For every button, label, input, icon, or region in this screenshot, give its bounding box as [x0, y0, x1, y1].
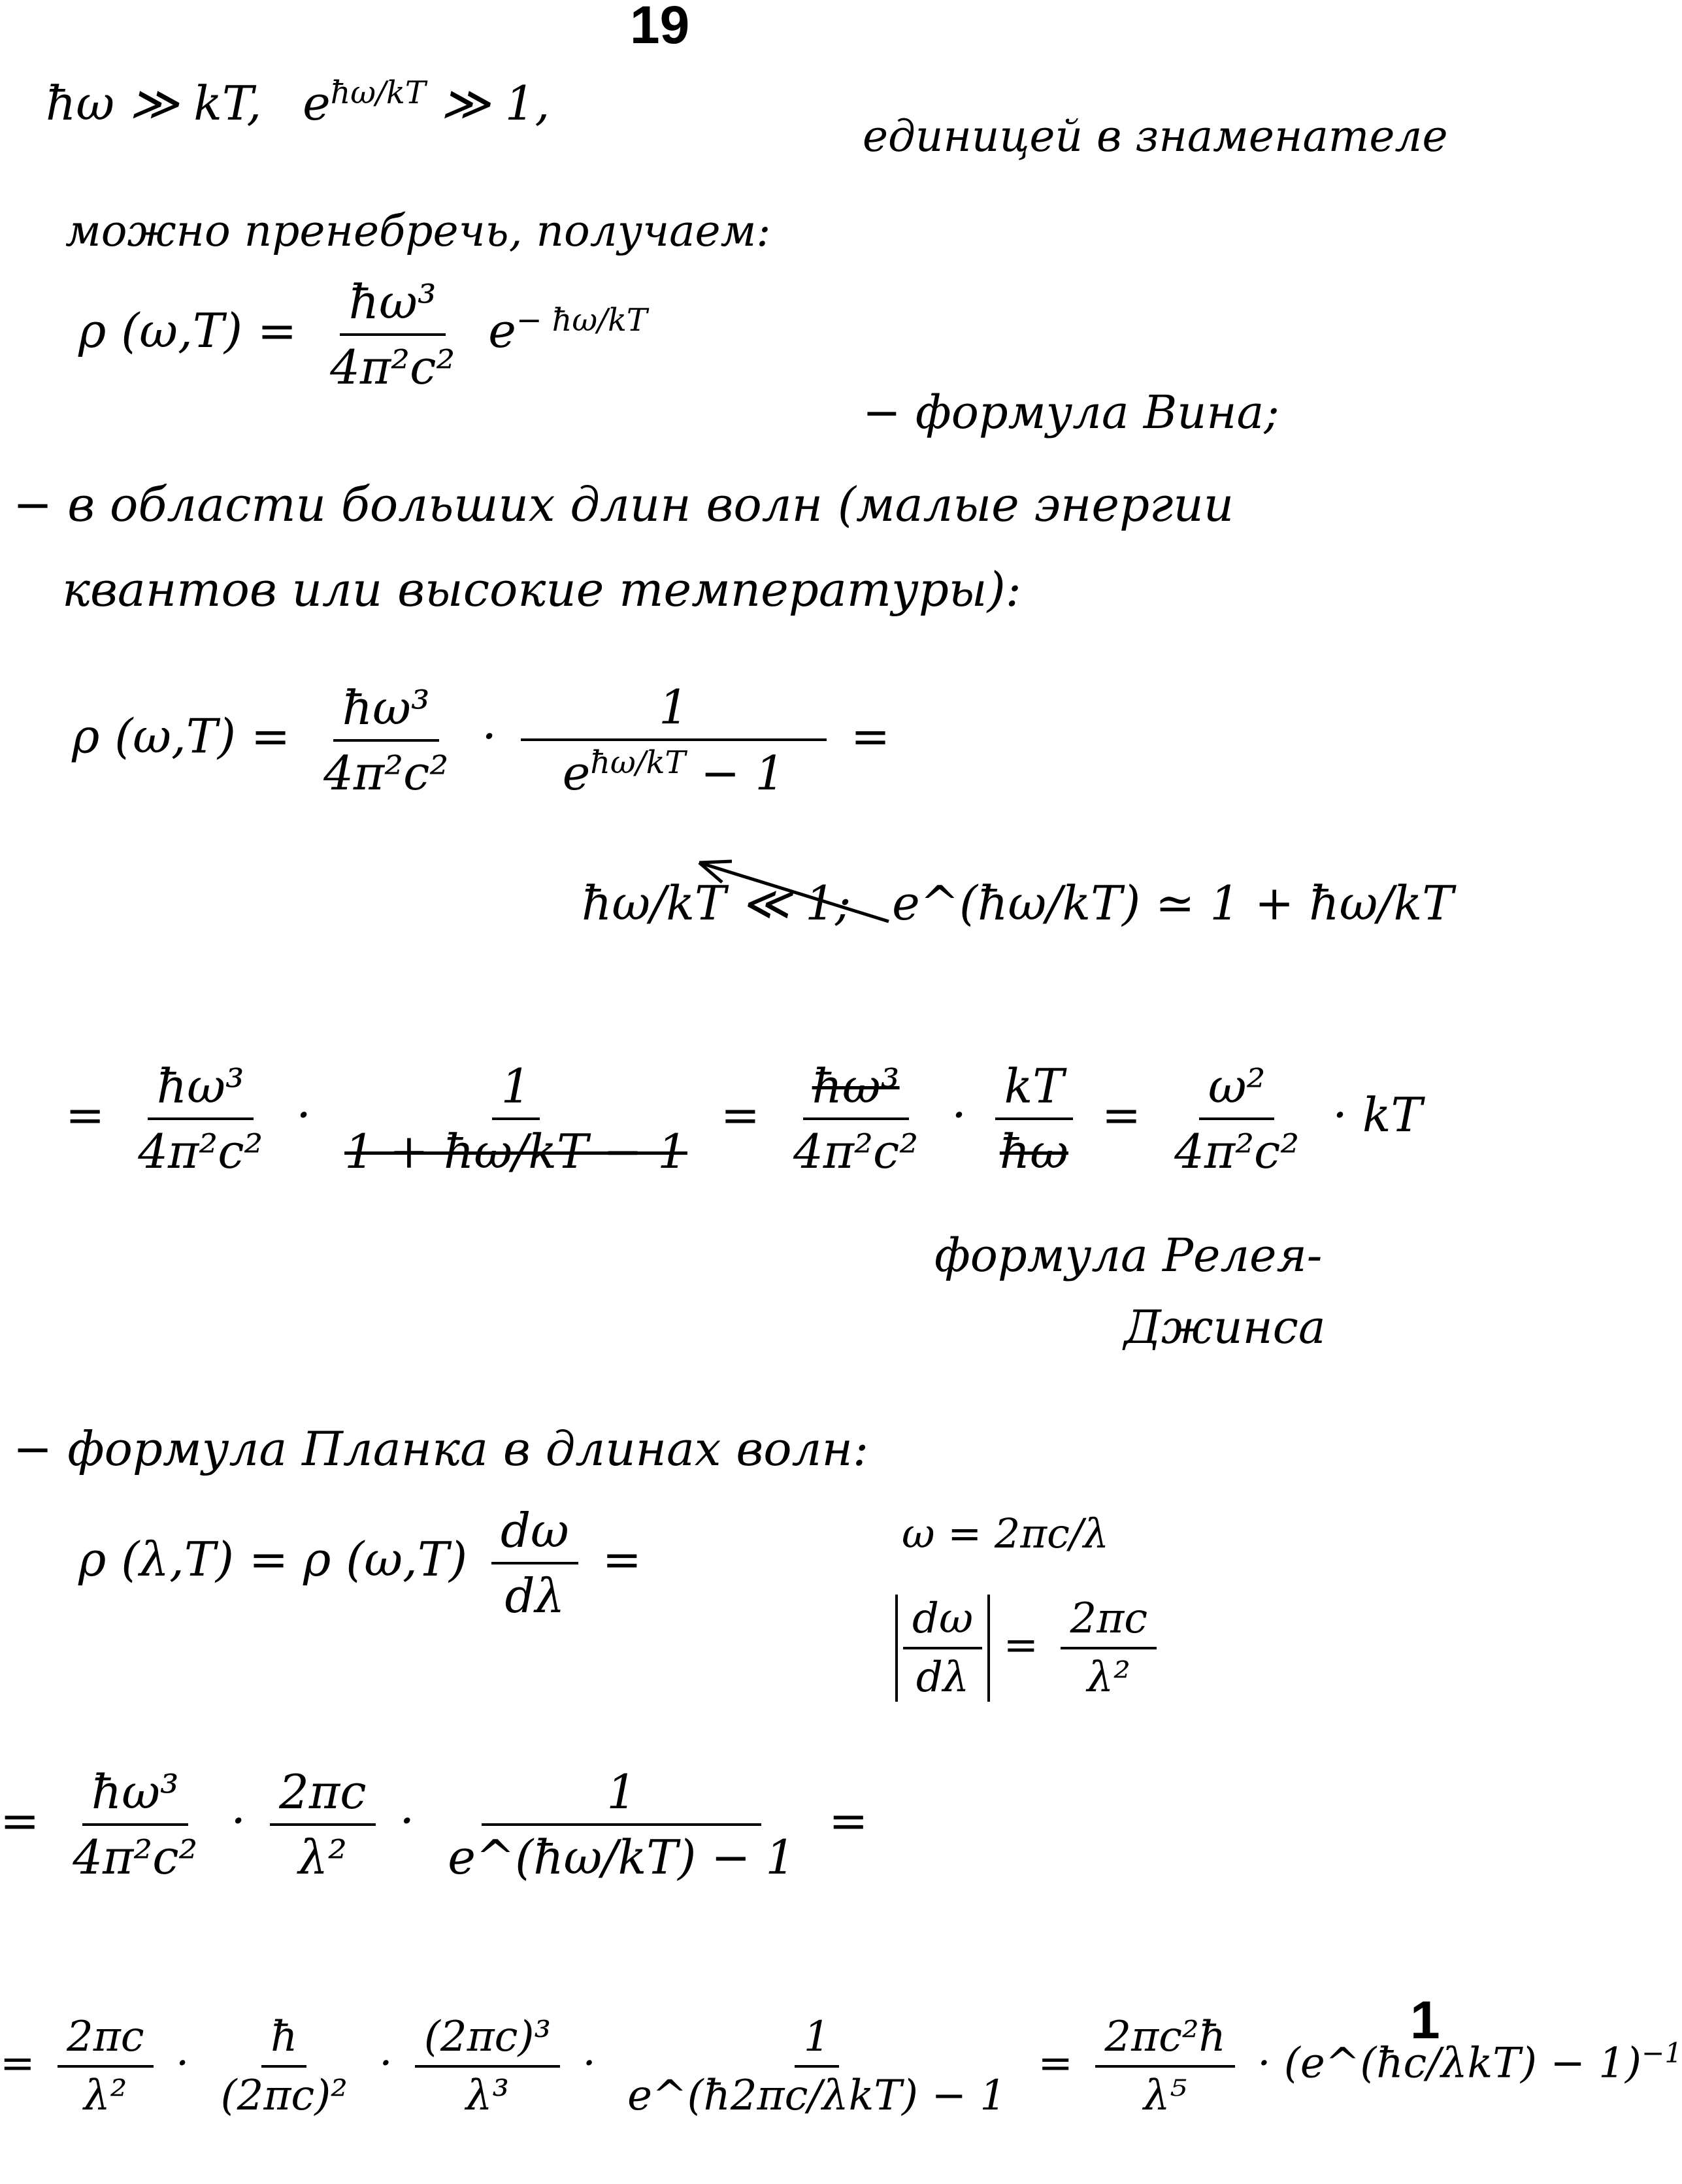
final-f4-den: e^(ħ2πc/λkT) − 1 [627, 2072, 1007, 2120]
final-prefix: = [0, 2039, 35, 2088]
lambda-frac-den: dλ [504, 1568, 565, 1623]
rj1-frac2-den-base: e [562, 746, 591, 801]
rj-step-1: ρ (ω,T) = $\frac{\text{ħω³}}{\text{4π²c²}}$ · $\frac{1}{\text{eħω/kT − 1}}$ = [72, 680, 891, 801]
final-f1-num: 2πc [58, 2013, 154, 2068]
deriv-abs-num: dω [903, 1595, 982, 1649]
rj2-frac2-num: 1 [492, 1059, 540, 1120]
note-text-1: единицей в знаменателе [863, 111, 1448, 161]
rj1-den: 4π²c² [323, 745, 449, 801]
page-number-edge: 1 [1410, 1991, 1440, 2050]
derivative-abs-bars [895, 1595, 990, 1702]
rj1-lhs: ρ (ω,T) = [72, 708, 291, 764]
lambda-step-2: = $\frac{\text{ħω³}}{\text{4π²c²}}$ · $\frac{2\pi c}{\text{λ²}}$ · $\frac{1}{e\^{}(ħ\omega/kT) - 1}$ = [0, 1764, 868, 1885]
final-formula: = $\frac{2\pi c}{\text{λ²}}$ · $\frac{ħ}{\text{(2πc)²}}$ · $\frac{\text{(2πc)³}}{\text{λ³}}$ · $\frac{1}{\text{e\textasciicircum{}(ħ2πc/λkT) − 1}}$ = $\frac{\text{2πc²ħ}}{\text{λ⁵}}$ · (e^(ħc/λkT) − 1)−1 [0, 2013, 1682, 2120]
rj2-frac3-num: ħω³ [803, 1059, 909, 1120]
lambda-formula [78, 1503, 642, 1623]
omega-definition: ω = 2πc/λ [902, 1510, 1110, 1557]
rj2-result-num: ω² [1199, 1059, 1275, 1120]
section-3-line-1: − формула Планка в длинах волн: [13, 1421, 869, 1476]
rj2-den: 4π²c² [138, 1124, 263, 1179]
approx-condition: ħω/kT ≪ 1; [582, 876, 851, 931]
deriv-den: λ² [1087, 1653, 1130, 1702]
l2-f1-num: ħω³ [82, 1764, 188, 1826]
final-tail-exp: −1 [1641, 2037, 1682, 2070]
l2-prefix: = [0, 1793, 40, 1848]
rj2-result-den: 4π²c² [1174, 1124, 1300, 1179]
lambda-lhs: ρ (λ,T) = ρ (ω,T) [78, 1532, 468, 1587]
page-number: 19 [630, 0, 690, 55]
final-fraction-1 [58, 2013, 154, 2120]
rj2-fraction-4 [991, 1059, 1078, 1179]
deriv-eq: = [1003, 1621, 1039, 1670]
final-f2-num: ħ [261, 2013, 306, 2068]
final-f3-den: λ³ [465, 2072, 510, 2120]
rj2-result-tail: · kT [1332, 1087, 1423, 1142]
rj2-fraction-1 [129, 1059, 272, 1179]
rj1-eq: = [850, 708, 891, 764]
rj-label-line-2: Джинса [1124, 1300, 1326, 1354]
final-result-tail: · (e^(ħc/λkT) − 1) [1257, 2039, 1641, 2088]
final-f4-num: 1 [795, 2013, 840, 2068]
deriv-num: 2πc [1061, 1595, 1157, 1649]
wien-den: 4π²c² [330, 340, 455, 395]
section-2-line-1: − в области больших длин волн (малые энергии [13, 477, 1234, 532]
condition-line: ħω ≫ kT, eħω/kT ≫ 1, [46, 75, 550, 131]
final-fraction-4 [618, 2013, 1015, 2120]
lambda-eq: = [602, 1532, 642, 1587]
l2-eq: = [829, 1793, 868, 1848]
final-eq: = [1038, 2039, 1073, 2088]
derivative-fraction [1061, 1595, 1157, 1702]
l2-f3-den: e^(ħω/kT) − 1 [448, 1830, 796, 1885]
final-result-num: 2πc²ħ [1095, 2013, 1235, 2068]
derivative-abs [895, 1595, 1166, 1702]
rj1-num: ħω³ [333, 680, 439, 742]
note-text-2: можно пренебречь, получаем: [65, 206, 771, 256]
l2-fraction-2 [270, 1764, 375, 1885]
final-result-den: λ⁵ [1143, 2072, 1187, 2120]
final-fraction-2 [212, 2013, 357, 2120]
approx-expression: e^(ħω/kT) ≃ 1 + ħω/kT [892, 876, 1454, 931]
lambda-frac-num: dω [491, 1503, 578, 1564]
rj1-frac2-den-exp: ħω/kT [590, 745, 686, 781]
rj2-fraction-3 [784, 1059, 927, 1179]
final-f1-den: λ² [84, 2072, 127, 2120]
condition-rhs: ≫ 1 [440, 76, 535, 131]
wien-num: ħω³ [340, 274, 446, 336]
rj2-frac3-den: 4π²c² [793, 1124, 919, 1179]
derivative-abs-fraction [903, 1595, 982, 1702]
rj2-result-fraction [1165, 1059, 1308, 1179]
rj2-frac2-den: 1 + ħω/kT − 1 [344, 1124, 687, 1179]
condition-lhs: ħω ≫ kT [46, 76, 247, 131]
wien-formula [78, 274, 648, 395]
l2-fraction-1 [63, 1764, 206, 1885]
rj2-frac4-num: kT [995, 1059, 1074, 1120]
final-f2-den: (2πc)² [220, 2072, 348, 2120]
rj2-eq: = [720, 1087, 761, 1142]
rj-step-2: = $\frac{\text{ħω³}}{\text{4π²c²}}$ · $\frac{1}{1 + ħ\omega/kT - 1}$ = $\frac{\text{ħω³}}{\text{4π²c²}}$ · $\frac{kT}{ħ\omega}$ = $\frac{\text{ω²}}{\text{4π²c²}}$ · kT [65, 1059, 1423, 1179]
rj1-frac2-den [553, 741, 794, 801]
wien-lhs: ρ (ω,T) = [78, 303, 297, 358]
rj2-fraction-2 [335, 1059, 697, 1179]
rj-label-line-1: формула Релея- [934, 1229, 1323, 1282]
rj1-fraction-1 [314, 680, 457, 801]
exp-power: ħω/kT [330, 75, 426, 111]
deriv-abs-den: dλ [915, 1653, 970, 1702]
rj1-frac2-num: 1 [521, 680, 827, 741]
wien-fraction [321, 274, 464, 395]
rj1-fraction-2 [521, 680, 827, 801]
lambda-fraction [491, 1503, 578, 1623]
l2-fraction-3 [438, 1764, 804, 1885]
l2-f1-den: 4π²c² [73, 1830, 198, 1885]
final-result-fraction [1095, 2013, 1235, 2120]
exp-base: e [303, 76, 331, 131]
l2-f3-num: 1 [482, 1764, 761, 1826]
final-fraction-3 [415, 2013, 560, 2120]
rj2-prefix: = [65, 1087, 105, 1142]
wien-exp: − ħω/kT [516, 303, 648, 339]
wien-exp-base: e [488, 303, 516, 358]
rj1-frac2-den-tail: − 1 [701, 746, 785, 801]
final-f3-num: (2πc)³ [415, 2013, 560, 2068]
section-2-line-2: квантов или высокие температуры): [62, 562, 1021, 617]
l2-f2-num: 2πc [270, 1764, 375, 1826]
l2-f2-den: λ² [298, 1830, 348, 1885]
rj2-frac4-den: ħω [999, 1124, 1068, 1179]
rj2-eq2: = [1101, 1087, 1142, 1142]
rj2-num: ħω³ [148, 1059, 254, 1120]
approx-line [582, 876, 1453, 931]
wien-label: − формула Вина; [863, 386, 1279, 439]
